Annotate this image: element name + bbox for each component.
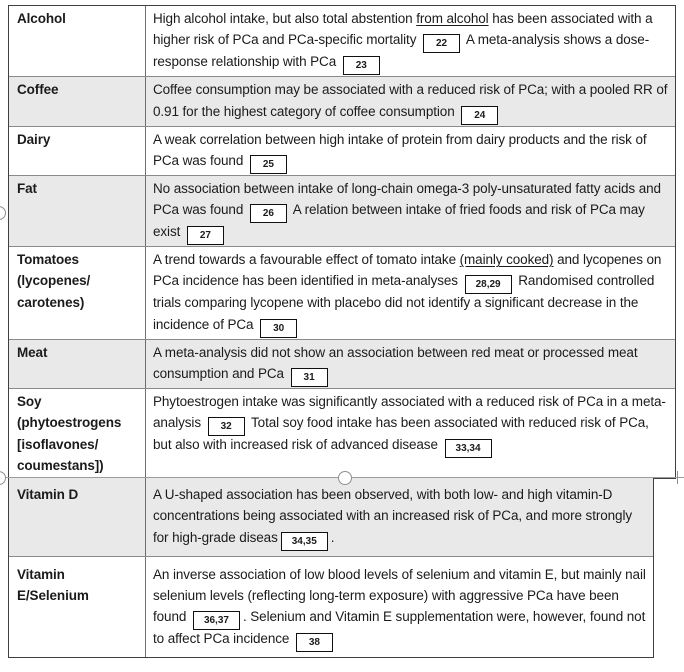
row-label [9,557,146,658]
row-label [9,127,146,175]
row-content [146,477,653,556]
row-label-line: (phytoestrogens [17,415,122,431]
row-content [146,77,675,125]
body-text: Randomised controlled trials comparing lycopene with placebo did not identify a significant decrease in the incidence of PCa [153,273,655,332]
body-text: Phytoestrogen intake was significantly associated with a reduced risk of PCa in a meta-analysis [153,394,666,431]
body-text: . [330,529,335,545]
body-text: A weak correlation between high intake of protein from dairy products and the risk of PCa was found [153,131,647,168]
table-row [9,127,675,176]
row-label-line: Vitamin D [17,487,79,502]
table-row [9,6,675,77]
citation-ref-box[interactable]: 24 [461,106,498,125]
citation-ref-box[interactable]: 26 [250,204,287,223]
row-label-line: Fat [17,180,37,196]
left-margin-circle-handle-lower[interactable] [0,471,6,485]
body-text: A relation between intake of fried foods and risk of PCa may exist [153,202,645,240]
left-margin-circle-handle-upper[interactable] [0,206,6,220]
row-label-line: Soy [17,394,42,410]
underlined-text: (mainly cooked) [459,252,554,268]
body-text: has been associated with a higher risk of PCa and PCa-specific mortality [153,11,653,48]
table-row [9,247,675,340]
row-content [146,247,675,339]
citation-ref-box[interactable]: 34,35 [281,532,328,551]
citation-ref-box[interactable]: 32 [208,417,245,436]
citation-ref-box[interactable]: 36,37 [193,611,240,630]
body-text: A meta-analysis did not show an association between red meat or processed meat consumption and PCa [153,344,638,382]
row-content [146,176,675,246]
citation-ref-box[interactable]: 30 [260,319,297,338]
body-text: High alcohol intake, but also total abstention [153,11,417,26]
row-label-line: Alcohol [17,11,66,26]
body-text: . Selenium and Vitamin E supplementation were, however, found not to affect PCa incidence [153,609,646,647]
body-text: No association between intake of long-chain omega-3 poly-unsaturated fatty acids and PCa was found [153,180,661,218]
body-text: A meta-analysis shows a dose-response relationship with PCa [153,32,650,70]
row-label-line: Dairy [17,131,51,147]
row-content [146,557,653,658]
citation-ref-box[interactable]: 31 [291,368,328,387]
row-label-line: Tomatoes [17,252,79,268]
underlined-text: from alcohol [416,11,489,26]
row-label [9,247,146,339]
row-content [146,340,675,388]
table-row [9,77,675,126]
anchor-line-end-tick [677,471,678,484]
table-top-circle-handle[interactable] [338,471,352,485]
row-label [9,176,146,246]
row-label-line: Vitamin E/Selenium [17,566,89,603]
row-label-line: Meat [17,344,48,360]
citation-ref-box[interactable]: 25 [250,155,287,174]
row-label-line: Coffee [17,82,59,98]
row-label [9,389,146,478]
citation-ref-box[interactable]: 27 [187,226,224,245]
body-text: A trend towards a favourable effect of tomato intake [153,252,460,268]
row-label [9,77,146,125]
table-row [9,176,675,247]
row-label [9,6,146,76]
body-text: Total soy food intake has been associated with reduced risk of PCa, but also with increased risk of advanced disease [153,415,649,453]
body-text: and lycopenes on PCa incidence has been identified in meta-analyses [153,252,662,289]
diet-factors-pca-table [8,5,676,479]
table-row [9,477,653,557]
row-content [146,389,675,478]
row-content [146,127,675,175]
table-row [9,389,675,478]
table-row [9,557,653,658]
row-label-line: (lycopenes/ [17,273,91,289]
body-text: Coffee consumption may be associated with a reduced risk of PCa; with a pooled RR of 0.91 for the highest category of coffee consumption [153,82,668,119]
citation-ref-box[interactable]: 33,34 [445,439,492,458]
vitamins-supplements-pca-table [8,477,654,658]
body-text: An inverse association of low blood levels of selenium and vitamin E, but mainly nail selenium levels (reflecting long-term exposure) with aggressive PCa have been found [153,566,646,625]
citation-ref-box[interactable]: 38 [296,633,333,652]
row-label-line: [isoflavones/ [17,436,99,452]
body-text: A U-shaped association has been observed, with both low- and high vitamin-D concentrations being associated with an increased risk of PCa, and more strongly for high-grade diseas [153,487,633,545]
row-label-line: coumestans]) [17,457,104,473]
citation-ref-box[interactable]: 22 [423,34,460,53]
table-row [9,340,675,389]
row-label [9,340,146,388]
row-content [146,6,675,76]
row-label [9,477,146,556]
citation-ref-box[interactable]: 23 [343,56,380,75]
citation-ref-box[interactable]: 28,29 [465,275,512,294]
row-label-line: carotenes) [17,294,85,310]
